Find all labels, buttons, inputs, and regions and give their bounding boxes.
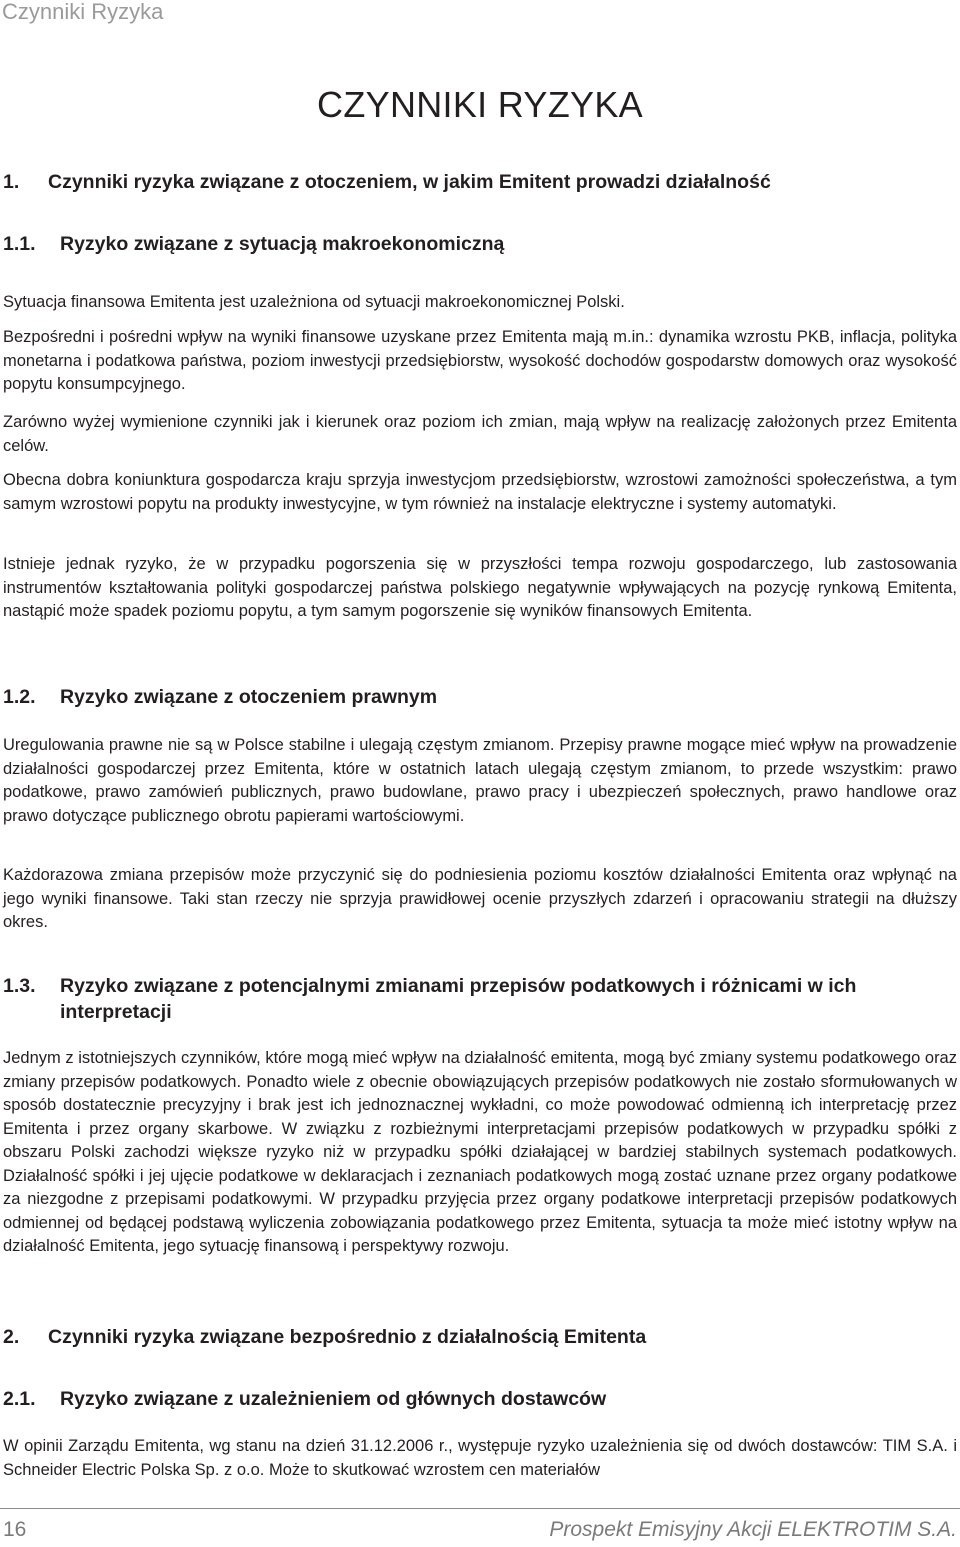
- footer-divider: [0, 1508, 960, 1509]
- section-title: Ryzyko związane z potencjalnymi zmianami przepisów podatkowych i różnicami w ich interpretacji: [60, 975, 857, 1023]
- section-heading-2: [3, 1324, 955, 1350]
- section-number: 1.3.: [3, 975, 36, 997]
- section-title: Czynniki ryzyka związane bezpośrednio z działalnością Emitenta: [48, 1326, 647, 1348]
- section-number: 2.1.: [3, 1388, 36, 1410]
- section-number: 1.2.: [3, 686, 36, 708]
- paragraph: Obecna dobra koniunktura gospodarcza kraju sprzyja inwestycjom przedsiębiorstw, wzrostowi zamożności społeczeństwa, a tym samym wzrostowi popytu na produkty inwestycyjne, w tym również na instalacje elektryczne i systemy automatyki.: [3, 471, 957, 513]
- paragraph: Zarówno wyżej wymienione czynniki jak i kierunek oraz poziom ich zmian, mają wpływ na realizację założonych przez Emitenta celów.: [3, 413, 957, 455]
- section-title: Ryzyko związane z sytuacją makroekonomiczną: [60, 233, 505, 255]
- page-number: 16: [3, 1518, 27, 1541]
- running-header: Czynniki Ryzyka: [2, 0, 164, 24]
- section-title: Czynniki ryzyka związane z otoczeniem, w jakim Emitent prowadzi działalność: [48, 171, 771, 193]
- paragraph: Uregulowania prawne nie są w Polsce stabilne i ulegają częstym zmianom. Przepisy prawne mogące mieć wpływ na prowadzenie działalności gospodarczej przez Emitenta, które w ostatnich latach ulegają częstym zmianom, to przede wszystkim: prawo podatkowe, prawo zamówień publicznych, prawo budowlane, prawo pracy i ubezpieczeń społecznych, prawo handlowe oraz prawo dotyczące publicznego obrotu papierami wartościowymi.: [3, 736, 957, 825]
- section-title: Ryzyko związane z otoczeniem prawnym: [60, 686, 438, 708]
- paragraph: Jednym z istotniejszych czynników, które mogą mieć wpływ na działalność emitenta, mogą być zmiany systemu podatkowego oraz zmiany przepisów podatkowych. Ponadto wiele z obecnie obowiązujących przepisów podatkowych nie zostało sformułowanych w sposób dostatecznie precyzyjny i brak jest ich jednoznacznej wykładni, co może powodować odmienną ich interpretację przez Emitenta i przez organy skarbowe. W związku z rozbieżnymi interpretacjami przepisów podatkowych w przypadku spółki z obszaru Polski zachodzi większe ryzyko niż w przypadku spółki działającej w bardziej stabilnych systemach podatkowych. Działalność spółki i jej ujęcie podatkowe w deklaracjach i zeznaniach podatkowych mogą zostać uznane przez organy podatkowe za niezgodne z przepisami podatkowymi. W przypadku przyjęcia przez organy podatkowe interpretacji przepisów podatkowych odmiennej od będącej podstawą wyliczenia zobowiązania podatkowego przez Emitenta, sytuacja ta może mieć istotny wpływ na działalność Emitenta, jego sytuację finansową i perspektywy rozwoju.: [3, 1049, 957, 1255]
- paragraph: Każdorazowa zmiana przepisów może przyczynić się do podniesienia poziomu kosztów działalności Emitenta oraz wpłynąć na jego wyniki finansowe. Taki stan rzeczy nie sprzyja prawidłowej ocenie przyszłych zdarzeń i opracowaniu strategii na dłuższy okres.: [3, 866, 957, 931]
- section-number: 1.: [3, 171, 20, 193]
- paragraph: Bezpośredni i pośredni wpływ na wyniki finansowe uzyskane przez Emitenta mają m.in.: dynamika wzrostu PKB, inflacja, polityka monetarna i podatkowa państwa, poziom inwestycji przedsiębiorstw, wysokość dochodów gospodarstw domowych oraz wysokość popytu konsumpcyjnego.: [3, 328, 957, 393]
- section-number: 1.1.: [3, 233, 36, 255]
- section-title: Ryzyko związane z uzależnieniem od głównych dostawców: [60, 1388, 607, 1410]
- section-heading-1-2: [3, 684, 955, 710]
- section-number: 2.: [3, 1326, 20, 1348]
- page-title: CZYNNIKI RYZYKA: [317, 84, 643, 125]
- paragraph: Sytuacja finansowa Emitenta jest uzależniona od sytuacji makroekonomicznej Polski.: [3, 293, 625, 311]
- section-heading-1-3: [3, 973, 955, 1025]
- paragraph: W opinii Zarządu Emitenta, wg stanu na dzień 31.12.2006 r., występuje ryzyko uzależnienia się od dwóch dostawców: TIM S.A. i Schneider Electric Polska Sp. z o.o. Może to skutkować wzrostem cen materiałów: [3, 1437, 957, 1479]
- paragraph: Istnieje jednak ryzyko, że w przypadku pogorszenia się w przyszłości tempa rozwoju gospodarczego, lub zastosowania instrumentów kształtowania polityki gospodarczej państwa polskiego negatywnie wpływających na pozycję rynkową Emitenta, nastąpić może spadek poziomu popytu, a tym samym pogorszenie się wyników finansowych Emitenta.: [3, 555, 957, 620]
- section-heading-1-1: [3, 231, 955, 257]
- footer-document-title: Prospekt Emisyjny Akcji ELEKTROTIM S.A.: [549, 1518, 957, 1541]
- section-heading-1: [3, 169, 955, 195]
- section-heading-2-1: [3, 1386, 955, 1412]
